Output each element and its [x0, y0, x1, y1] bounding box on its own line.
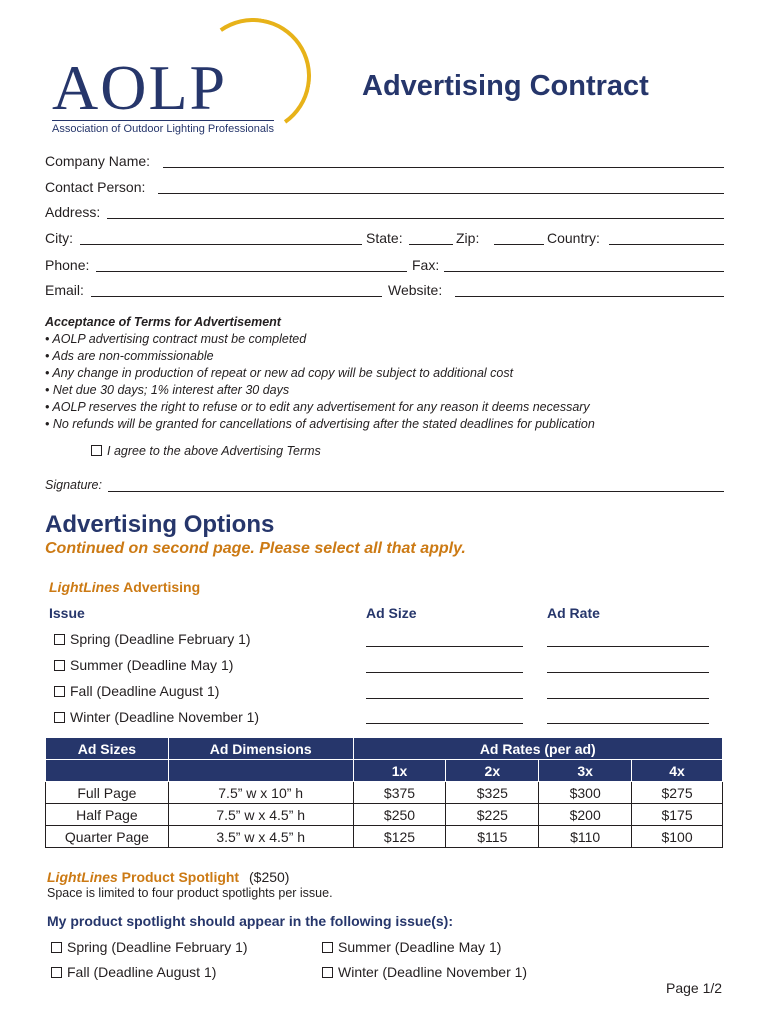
ad-sizes-header: Ad Sizes: [46, 738, 169, 760]
table-row: [46, 826, 723, 848]
logo-wordmark: AOLP: [52, 52, 228, 123]
ad-rate-field[interactable]: [547, 698, 709, 699]
ad-rate-field[interactable]: [547, 672, 709, 673]
issue-label: Spring (Deadline February 1): [70, 631, 251, 647]
table-cell: $100: [632, 826, 723, 848]
lightlines-suffix: Advertising: [119, 579, 201, 595]
table-cell: $200: [539, 804, 632, 826]
terms-item: • Ads are non-commissionable: [45, 349, 214, 363]
freq-header: 4x: [632, 760, 723, 782]
table-cell: Quarter Page: [46, 826, 169, 848]
table-header-row: [46, 738, 723, 760]
table-header-row: [46, 760, 723, 782]
table-cell: $250: [353, 804, 446, 826]
issue-option-fall[interactable]: [54, 683, 219, 699]
issue-label: Fall (Deadline August 1): [70, 683, 220, 699]
zip-field[interactable]: [494, 244, 544, 245]
table-cell: $125: [353, 826, 446, 848]
table-cell: $375: [353, 782, 446, 804]
checkbox[interactable]: [54, 660, 65, 671]
terms-heading: Acceptance of Terms for Advertisement: [45, 315, 281, 329]
checkbox[interactable]: [51, 967, 62, 978]
fax-label: Fax:: [412, 257, 440, 273]
signature-field[interactable]: [108, 491, 724, 492]
ad-dimensions-header: Ad Dimensions: [168, 738, 353, 760]
blank-header-cell: [46, 760, 169, 782]
checkbox[interactable]: [54, 712, 65, 723]
ad-rates-table: [45, 737, 723, 848]
options-heading: Advertising Options: [45, 511, 275, 538]
spotlight-title: Product Spotlight: [117, 869, 240, 885]
company-label: Company Name:: [45, 153, 151, 169]
ad-rate-column-header: Ad Rate: [547, 605, 600, 621]
country-field[interactable]: [609, 244, 724, 245]
table-cell: $175: [632, 804, 723, 826]
checkbox[interactable]: [54, 634, 65, 645]
spotlight-heading: [47, 869, 289, 885]
contact-person-field[interactable]: [158, 193, 724, 194]
spotlight-price: ($250): [249, 869, 290, 885]
email-label: Email:: [45, 282, 84, 298]
fax-field[interactable]: [444, 271, 724, 272]
table-cell: $110: [539, 826, 632, 848]
table-cell: $300: [539, 782, 632, 804]
spotlight-option-summer[interactable]: [322, 939, 501, 955]
issue-label: Spring (Deadline February 1): [67, 939, 248, 955]
spotlight-option-winter[interactable]: [322, 964, 527, 980]
address-label: Address:: [45, 204, 101, 220]
table-row: [46, 804, 723, 826]
spotlight-option-fall[interactable]: [51, 964, 216, 980]
email-field[interactable]: [91, 296, 382, 297]
table-cell: $275: [632, 782, 723, 804]
table-cell: Full Page: [46, 782, 169, 804]
state-label: State:: [366, 230, 403, 246]
phone-label: Phone:: [45, 257, 90, 273]
terms-item: • Any change in production of repeat or new ad copy will be subject to additional cost: [45, 366, 514, 380]
issue-option-summer[interactable]: [54, 657, 233, 673]
table-cell: 7.5” w x 4.5” h: [168, 804, 353, 826]
city-label: City:: [45, 230, 73, 246]
website-label: Website:: [388, 282, 443, 298]
agree-label: I agree to the above Advertising Terms: [107, 444, 321, 458]
address-field[interactable]: [107, 218, 724, 219]
city-field[interactable]: [80, 244, 362, 245]
terms-item: • AOLP reserves the right to refuse or to edit any advertisement for any reason it deems necessary: [45, 400, 590, 414]
spotlight-brand: LightLines: [47, 869, 118, 885]
issue-label: Summer (Deadline May 1): [70, 657, 234, 673]
spotlight-question: My product spotlight should appear in the following issue(s):: [47, 913, 453, 929]
page-number: Page 1/2: [666, 980, 723, 996]
issue-option-winter[interactable]: [54, 709, 259, 725]
lightlines-advertising-heading: [49, 579, 200, 595]
issue-label: Winter (Deadline November 1): [338, 964, 528, 980]
issue-option-spring[interactable]: [54, 631, 251, 647]
table-cell: 3.5” w x 4.5” h: [168, 826, 353, 848]
checkbox[interactable]: [54, 686, 65, 697]
ad-rates-header: Ad Rates (per ad): [353, 738, 722, 760]
ad-size-field[interactable]: [366, 646, 523, 647]
freq-header: 1x: [353, 760, 446, 782]
company-field[interactable]: [163, 167, 724, 168]
terms-item: • Net due 30 days; 1% interest after 30 days: [45, 383, 290, 397]
issue-label: Fall (Deadline August 1): [67, 964, 217, 980]
issue-label: Winter (Deadline November 1): [70, 709, 260, 725]
zip-label: Zip:: [456, 230, 480, 246]
agree-checkbox[interactable]: [91, 445, 102, 456]
lightlines-brand: LightLines: [49, 579, 120, 595]
terms-item: • AOLP advertising contract must be completed: [45, 332, 307, 346]
table-cell: 7.5” w x 10” h: [168, 782, 353, 804]
terms-section: [45, 314, 735, 433]
table-cell: $325: [446, 782, 539, 804]
checkbox[interactable]: [322, 942, 333, 953]
table-cell: $115: [446, 826, 539, 848]
ad-size-column-header: Ad Size: [366, 605, 417, 621]
phone-field[interactable]: [96, 271, 407, 272]
ad-rate-field[interactable]: [547, 723, 709, 724]
state-field[interactable]: [409, 244, 453, 245]
logo-tagline: Association of Outdoor Lighting Professionals: [52, 120, 274, 135]
table-cell: $225: [446, 804, 539, 826]
freq-header: 3x: [539, 760, 632, 782]
page-title: Advertising Contract: [362, 70, 649, 102]
ad-size-field[interactable]: [366, 698, 523, 699]
checkbox[interactable]: [322, 967, 333, 978]
checkbox[interactable]: [51, 942, 62, 953]
website-field[interactable]: [455, 296, 724, 297]
table-cell: Half Page: [46, 804, 169, 826]
options-subheading: Continued on second page. Please select all that apply.: [45, 540, 466, 557]
spotlight-note: Space is limited to four product spotlights per issue.: [47, 886, 333, 900]
freq-header: 2x: [446, 760, 539, 782]
signature-label: Signature:: [45, 478, 102, 492]
ad-size-field[interactable]: [366, 723, 523, 724]
terms-item: • No refunds will be granted for cancellations of advertising after the stated deadlines for publication: [45, 417, 595, 431]
ad-rate-field[interactable]: [547, 646, 709, 647]
issue-label: Summer (Deadline May 1): [338, 939, 502, 955]
spotlight-option-spring[interactable]: [51, 939, 248, 955]
blank-header-cell: [168, 760, 353, 782]
table-row: [46, 782, 723, 804]
issue-column-header: Issue: [49, 605, 85, 621]
country-label: Country:: [547, 230, 600, 246]
contact-person-label: Contact Person:: [45, 179, 146, 195]
agree-terms-option[interactable]: [91, 443, 321, 460]
ad-size-field[interactable]: [366, 672, 523, 673]
